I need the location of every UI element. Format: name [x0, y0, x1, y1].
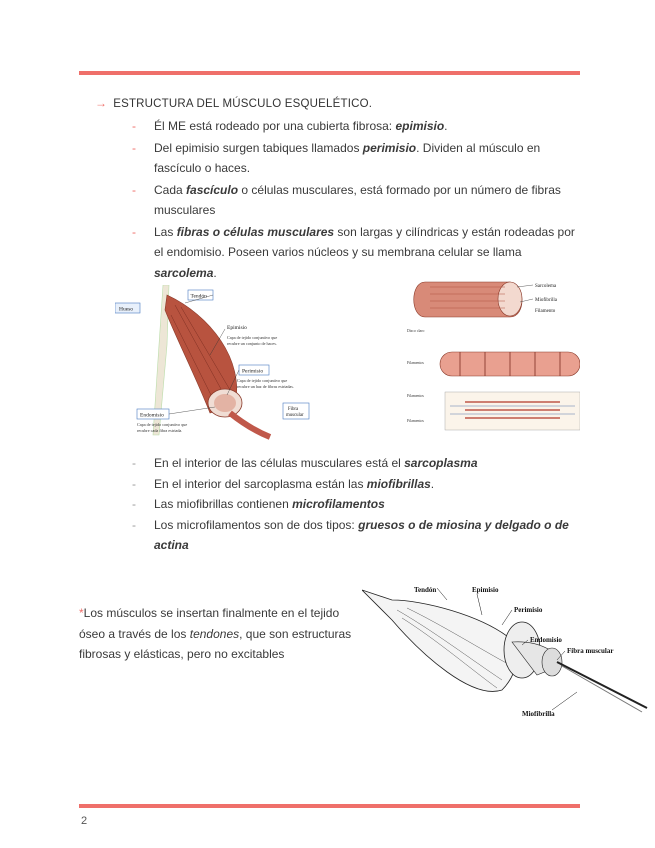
- svg-text:Filamentos: Filamentos: [407, 394, 424, 398]
- label-miofibrilla: Miofibrilla: [522, 710, 555, 718]
- myofibril-figure: [405, 272, 580, 437]
- label-epimisio: Epimisio: [472, 586, 499, 594]
- label-miofibrilla: Miofibrilla: [535, 298, 557, 303]
- svg-text:Disco claro: Disco claro: [407, 329, 425, 333]
- label-perimisio: Perimisio: [242, 368, 264, 375]
- svg-text:muscular: muscular: [286, 413, 304, 418]
- list-item: - Del epimisio surgen tabiques llamados perimisio. Dividen al músculo en fascículo o haces.: [132, 138, 577, 179]
- list-item: - En el interior de las células musculares está el sarcoplasma: [132, 453, 577, 474]
- list-item: - Los microfilamentos son de dos tipos: gruesos o de miosina y delgado o de actina: [132, 515, 577, 556]
- label-perimisio: Perimisio: [514, 606, 543, 614]
- svg-text:recubre cada fibra estriada.: recubre cada fibra estriada.: [137, 428, 183, 433]
- muscle-structure-figure: [115, 285, 340, 445]
- tendon-note: *Los músculos se insertan finalmente en el tejido óseo a través de los tendones, que son estructuras fibrosas y elásticas, pero no excitables: [79, 606, 352, 661]
- label-epimisio-desc: Capa de tejido conjuntivo que: [227, 335, 278, 340]
- label-hueso: Hueso: [119, 306, 134, 313]
- section-heading: → ESTRUCTURA DEL MÚSCULO ESQUELÉTICO.: [95, 96, 373, 110]
- list-item: - Las fibras o células musculares son largas y cilíndricas y están rodeadas por el endomisio. Poseen varios núcleos y su membrana celular se llama sarcolema.: [132, 222, 577, 284]
- dash-icon: -: [132, 456, 136, 470]
- structure-list: [132, 116, 577, 284]
- label-endomisio: Endomisio: [140, 412, 164, 419]
- list-item: - En el interior del sarcoplasma están las miofibrillas.: [132, 474, 577, 495]
- bottom-rule: [79, 804, 580, 808]
- label-fibra: Fibra muscular: [567, 647, 614, 655]
- svg-text:recubre un haz de fibras estri: recubre un haz de fibras estriadas.: [237, 384, 294, 389]
- muscle-bw-figure: [362, 580, 655, 720]
- dash-icon: -: [132, 497, 136, 511]
- label-epimisio: Epimisio: [227, 325, 247, 331]
- label-endomisio: Endomisio: [530, 636, 562, 644]
- dash-icon: -: [132, 119, 136, 133]
- label-tendon: Tendón: [414, 586, 437, 594]
- label-sarcolema: Sarcolema: [535, 284, 557, 289]
- svg-text:recubre un conjunto de haces.: recubre un conjunto de haces.: [227, 341, 277, 346]
- label-filamento: Filamento: [535, 309, 556, 314]
- svg-text:Filamentos: Filamentos: [407, 361, 424, 365]
- list-item: - Las miofibrillas contienen microfilamentos: [132, 494, 577, 515]
- svg-text:Filamentos: Filamentos: [407, 419, 424, 423]
- dash-icon: -: [132, 224, 136, 239]
- list-item: - Cada fascículo o células musculares, está formado por un número de fibras musculares: [132, 180, 577, 221]
- dash-icon: -: [132, 476, 136, 491]
- label-fibra: Fibra: [288, 407, 299, 412]
- interior-list: [132, 453, 577, 556]
- dash-icon: -: [132, 140, 136, 155]
- page-number: 2: [81, 815, 88, 827]
- dash-icon: -: [132, 517, 136, 532]
- svg-text:Capa de tejido conjuntivo que: Capa de tejido conjuntivo que: [237, 378, 288, 383]
- svg-text:Capa de tejido conjuntivo que: Capa de tejido conjuntivo que: [137, 422, 188, 427]
- dash-icon: -: [132, 182, 136, 197]
- arrow-icon: →: [95, 96, 108, 110]
- list-item: - Él ME está rodeado por una cubierta fibrosa: epimisio.: [132, 116, 577, 137]
- label-tendon: Tendón: [190, 293, 207, 300]
- top-rule: [79, 71, 580, 75]
